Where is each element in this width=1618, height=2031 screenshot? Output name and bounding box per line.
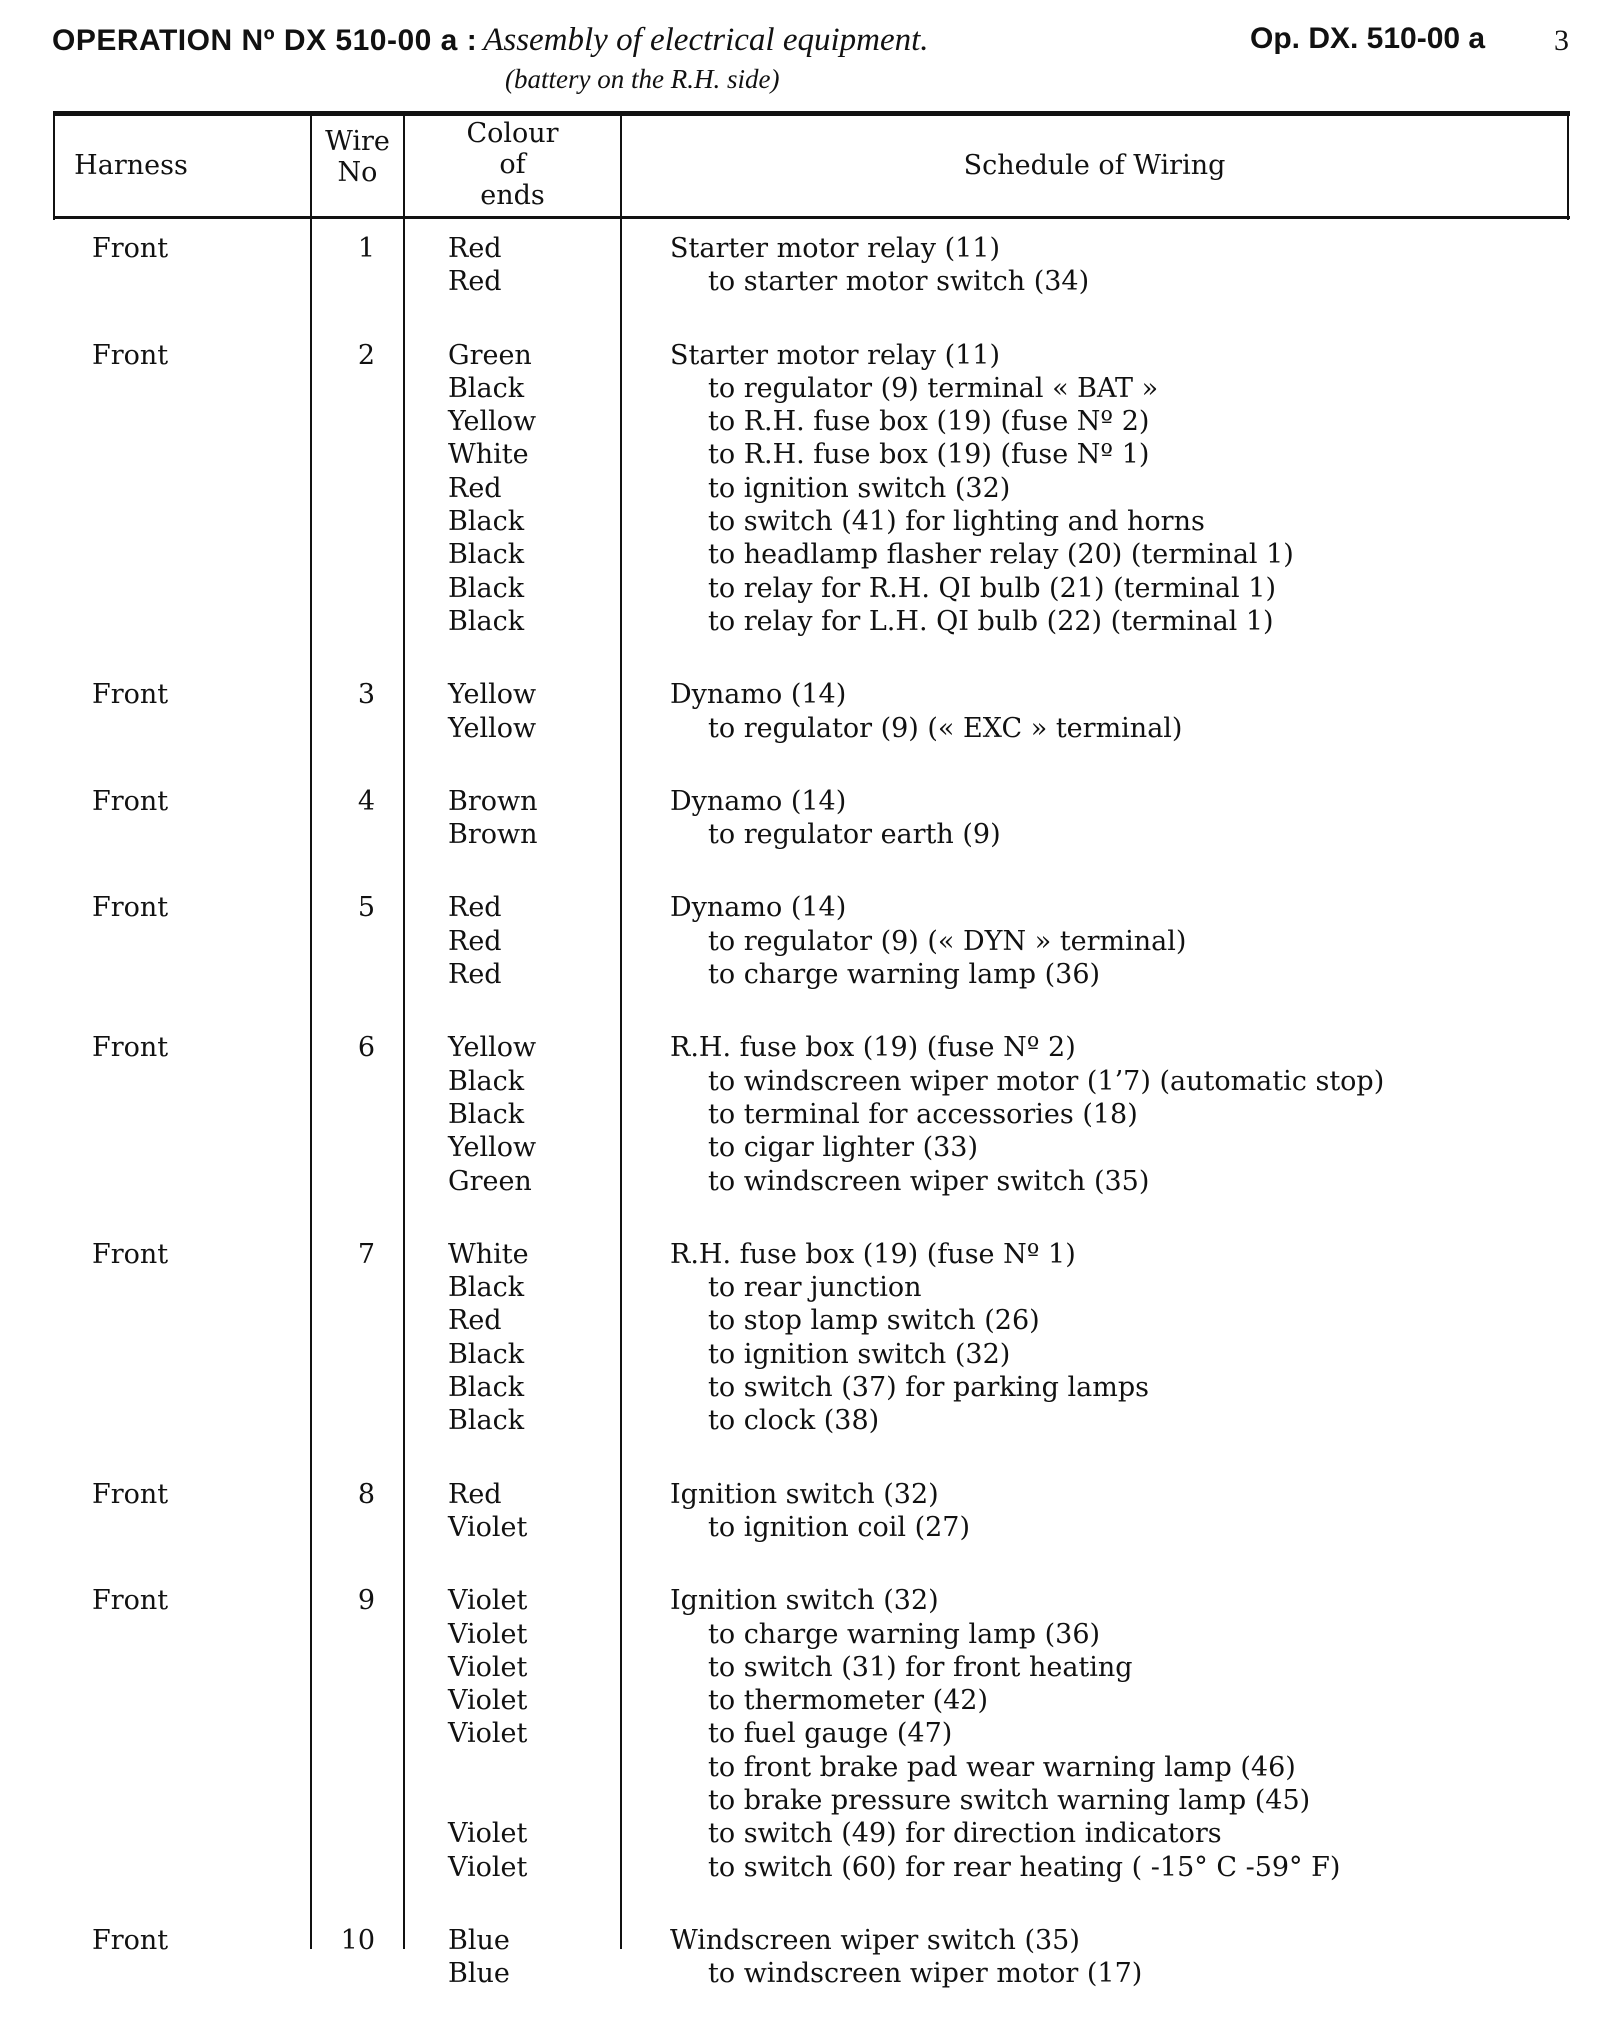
wire-number-cell: 8 [357,1478,375,1510]
colour-cell [448,1031,536,1197]
header-colour-line: ends [480,180,545,211]
table-row [0,1031,1618,1238]
schedule-cell [670,1238,1149,1438]
wire-number-cell: 5 [357,892,375,924]
table-row [0,785,1618,892]
table-header-rule [53,216,1570,219]
header-wire-line: No [337,157,378,188]
schedule-destination: to ignition coil (27) [708,1511,970,1543]
table-row [0,1924,1618,2031]
schedule-destination: to switch (37) for parking lamps [708,1372,1149,1404]
schedule-destination: to brake pressure switch warning lamp (45) [708,1785,1311,1817]
header-harness: Harness [74,150,188,181]
colour-entry: Red [448,959,502,991]
schedule-destination: to regulator (9) terminal « BAT » [708,372,1159,404]
schedule-destination: to relay for R.H. QI bulb (21) (terminal 1) [708,572,1276,604]
schedule-cell [670,1924,1142,1991]
colour-entry: Black [448,1405,525,1437]
wire-number-cell: 9 [357,1585,375,1617]
colour-entry: Violet [448,1618,528,1650]
schedule-destination: to terminal for accessories (18) [708,1098,1138,1130]
colour-entry [448,1784,527,1817]
table-row [0,339,1618,679]
colour-cell [448,339,536,639]
table-row [0,232,1618,339]
schedule-destination: to charge warning lamp (36) [708,959,1101,991]
schedule-cell [670,339,1294,639]
colour-entry: Violet [448,1818,528,1850]
colour-entry: Green [448,339,532,371]
schedule-destination: to ignition switch (32) [708,1338,1011,1370]
colour-entry: Violet [448,1685,528,1717]
colour-entry: Violet [448,1511,528,1543]
schedule-origin: Windscreen wiper switch (35) [670,1924,1080,1956]
header-wire-line: Wire [325,126,390,157]
schedule-destination: to switch (41) for lighting and horns [708,506,1205,538]
schedule-cell [670,1478,970,1545]
schedule-origin: Dynamo (14) [670,679,847,711]
schedule-destination: to starter motor switch (34) [708,266,1090,298]
header-colour-line: Colour [466,118,559,149]
schedule-destination: to switch (60) for rear heating ( -15° C -59° F) [708,1851,1341,1883]
schedule-cell [670,1584,1340,1884]
schedule-destination: to front brake pad wear warning lamp (46) [708,1751,1296,1783]
schedule-destination: to relay for L.H. QI bulb (22) (terminal 1) [708,605,1274,637]
colour-entry: Black [448,372,525,404]
header-colour-of-ends [405,118,620,211]
colour-entry: Red [448,1478,502,1510]
harness-cell: Front [92,1585,169,1617]
colour-entry: Violet [448,1585,528,1617]
harness-cell: Front [92,1238,169,1270]
header-colour-line: of [499,149,526,180]
table-row [0,678,1618,785]
wire-number-cell: 1 [357,233,375,264]
colour-cell [448,891,502,991]
harness-cell: Front [92,679,169,711]
page-number: 3 [1554,24,1569,57]
schedule-destination: to R.H. fuse box (19) (fuse Nº 1) [708,439,1150,471]
colour-cell [448,1478,527,1545]
schedule-destination: to regulator (9) (« EXC » terminal) [708,712,1183,744]
table-top-rule [53,111,1570,116]
table-right-border [1567,113,1569,220]
schedule-destination: to cigar lighter (33) [708,1132,978,1164]
colour-entry: Violet [448,1851,528,1883]
colour-entry: Red [448,472,502,504]
wire-number-cell: 7 [357,1238,375,1270]
schedule-destination: to fuel gauge (47) [708,1718,953,1750]
harness-cell: Front [92,785,169,817]
schedule-destination: to regulator earth (9) [708,819,1001,851]
schedule-destination: to windscreen wiper motor (17) [708,1958,1143,1990]
colour-entry: Black [448,539,525,571]
harness-cell: Front [92,892,169,924]
schedule-destination: to switch (49) for direction indicators [708,1818,1222,1850]
operation-subtitle: (battery on the R.H. side) [505,64,780,94]
colour-entry: Red [448,925,502,957]
colour-entry [448,1751,527,1784]
colour-cell [448,232,502,299]
colour-entry: Blue [448,1924,510,1956]
header-wire-no [312,126,403,188]
colour-entry: Red [448,233,502,264]
schedule-cell [670,678,1182,745]
wire-number-cell: 2 [357,339,375,371]
schedule-origin: R.H. fuse box (19) (fuse Nº 2) [670,1032,1076,1064]
colour-entry: Black [448,1065,525,1097]
schedule-destination: to windscreen wiper switch (35) [708,1165,1150,1197]
schedule-destination: to charge warning lamp (36) [708,1618,1101,1650]
colour-entry: Black [448,1338,525,1370]
colour-entry: Brown [448,785,538,817]
colour-entry: Black [448,1272,525,1304]
schedule-destination: to stop lamp switch (26) [708,1305,1040,1337]
colour-entry: Yellow [448,1032,537,1064]
harness-cell: Front [92,1032,169,1064]
harness-cell: Front [92,1478,169,1510]
schedule-origin: Starter motor relay (11) [670,233,1000,264]
schedule-destination: to headlamp flasher relay (20) (terminal 1) [708,539,1294,571]
colour-cell [448,1584,527,1884]
schedule-cell [670,785,1001,852]
wire-number-cell: 3 [357,679,375,711]
schedule-origin: Dynamo (14) [670,892,847,924]
colour-entry: Red [448,266,502,298]
table-row [0,1478,1618,1585]
colour-entry: Black [448,506,525,538]
schedule-origin: R.H. fuse box (19) (fuse Nº 1) [670,1238,1076,1270]
colour-entry: Red [448,892,502,924]
schedule-cell [670,891,1186,991]
schedule-origin: Starter motor relay (11) [670,339,1000,371]
schedule-destination: to R.H. fuse box (19) (fuse Nº 2) [708,406,1150,438]
colour-cell [448,785,538,852]
colour-entry: Black [448,605,525,637]
colour-entry: Violet [448,1718,528,1750]
schedule-cell [670,1031,1384,1197]
schedule-destination: to ignition switch (32) [708,472,1011,504]
operation-reference: Op. DX. 510-00 a [1250,22,1486,55]
schedule-origin: Ignition switch (32) [670,1585,939,1617]
colour-entry: Black [448,1098,525,1130]
harness-cell: Front [92,1924,169,1956]
schedule-destination: to windscreen wiper motor (1’7) (automatic stop) [708,1065,1385,1097]
colour-entry: Green [448,1165,532,1197]
table-row [0,891,1618,1031]
colour-entry: White [448,1238,529,1270]
schedule-destination: to clock (38) [708,1405,880,1437]
schedule-destination: to switch (31) for front heating [708,1651,1133,1683]
wire-number-cell: 6 [357,1032,375,1064]
operation-title: Assembly of electrical equipment. [483,22,929,58]
colour-cell [448,1238,529,1438]
schedule-destination: to rear junction [708,1272,922,1304]
colour-entry: Yellow [448,1132,537,1164]
harness-cell: Front [92,233,169,264]
operation-heading [52,22,929,59]
colour-entry: Blue [448,1958,510,1990]
colour-entry: Black [448,1372,525,1404]
schedule-destination: to thermometer (42) [708,1685,988,1717]
table-row [0,1238,1618,1478]
colour-entry: Violet [448,1651,528,1683]
schedule-destination: to regulator (9) (« DYN » terminal) [708,925,1187,957]
table-row [0,1584,1618,1924]
wire-number-cell: 4 [357,785,375,817]
wire-number-cell: 10 [340,1924,375,1956]
schedule-origin: Dynamo (14) [670,785,847,817]
colour-cell [448,1924,510,1991]
harness-cell: Front [92,339,169,371]
colour-entry: Yellow [448,679,537,711]
schedule-cell [670,232,1089,299]
colour-cell [448,678,536,745]
operation-number: OPERATION Nº DX 510-00 a : [52,24,478,57]
schedule-origin: Ignition switch (32) [670,1478,939,1510]
wiring-table-body [0,232,1618,2031]
colour-entry: Red [448,1305,502,1337]
colour-entry: Brown [448,819,538,851]
colour-entry: Yellow [448,406,537,438]
table-left-border [53,113,55,220]
colour-entry: Yellow [448,712,537,744]
colour-entry: White [448,439,529,471]
header-schedule-of-wiring: Schedule of Wiring [963,150,1226,181]
colour-entry: Black [448,572,525,604]
